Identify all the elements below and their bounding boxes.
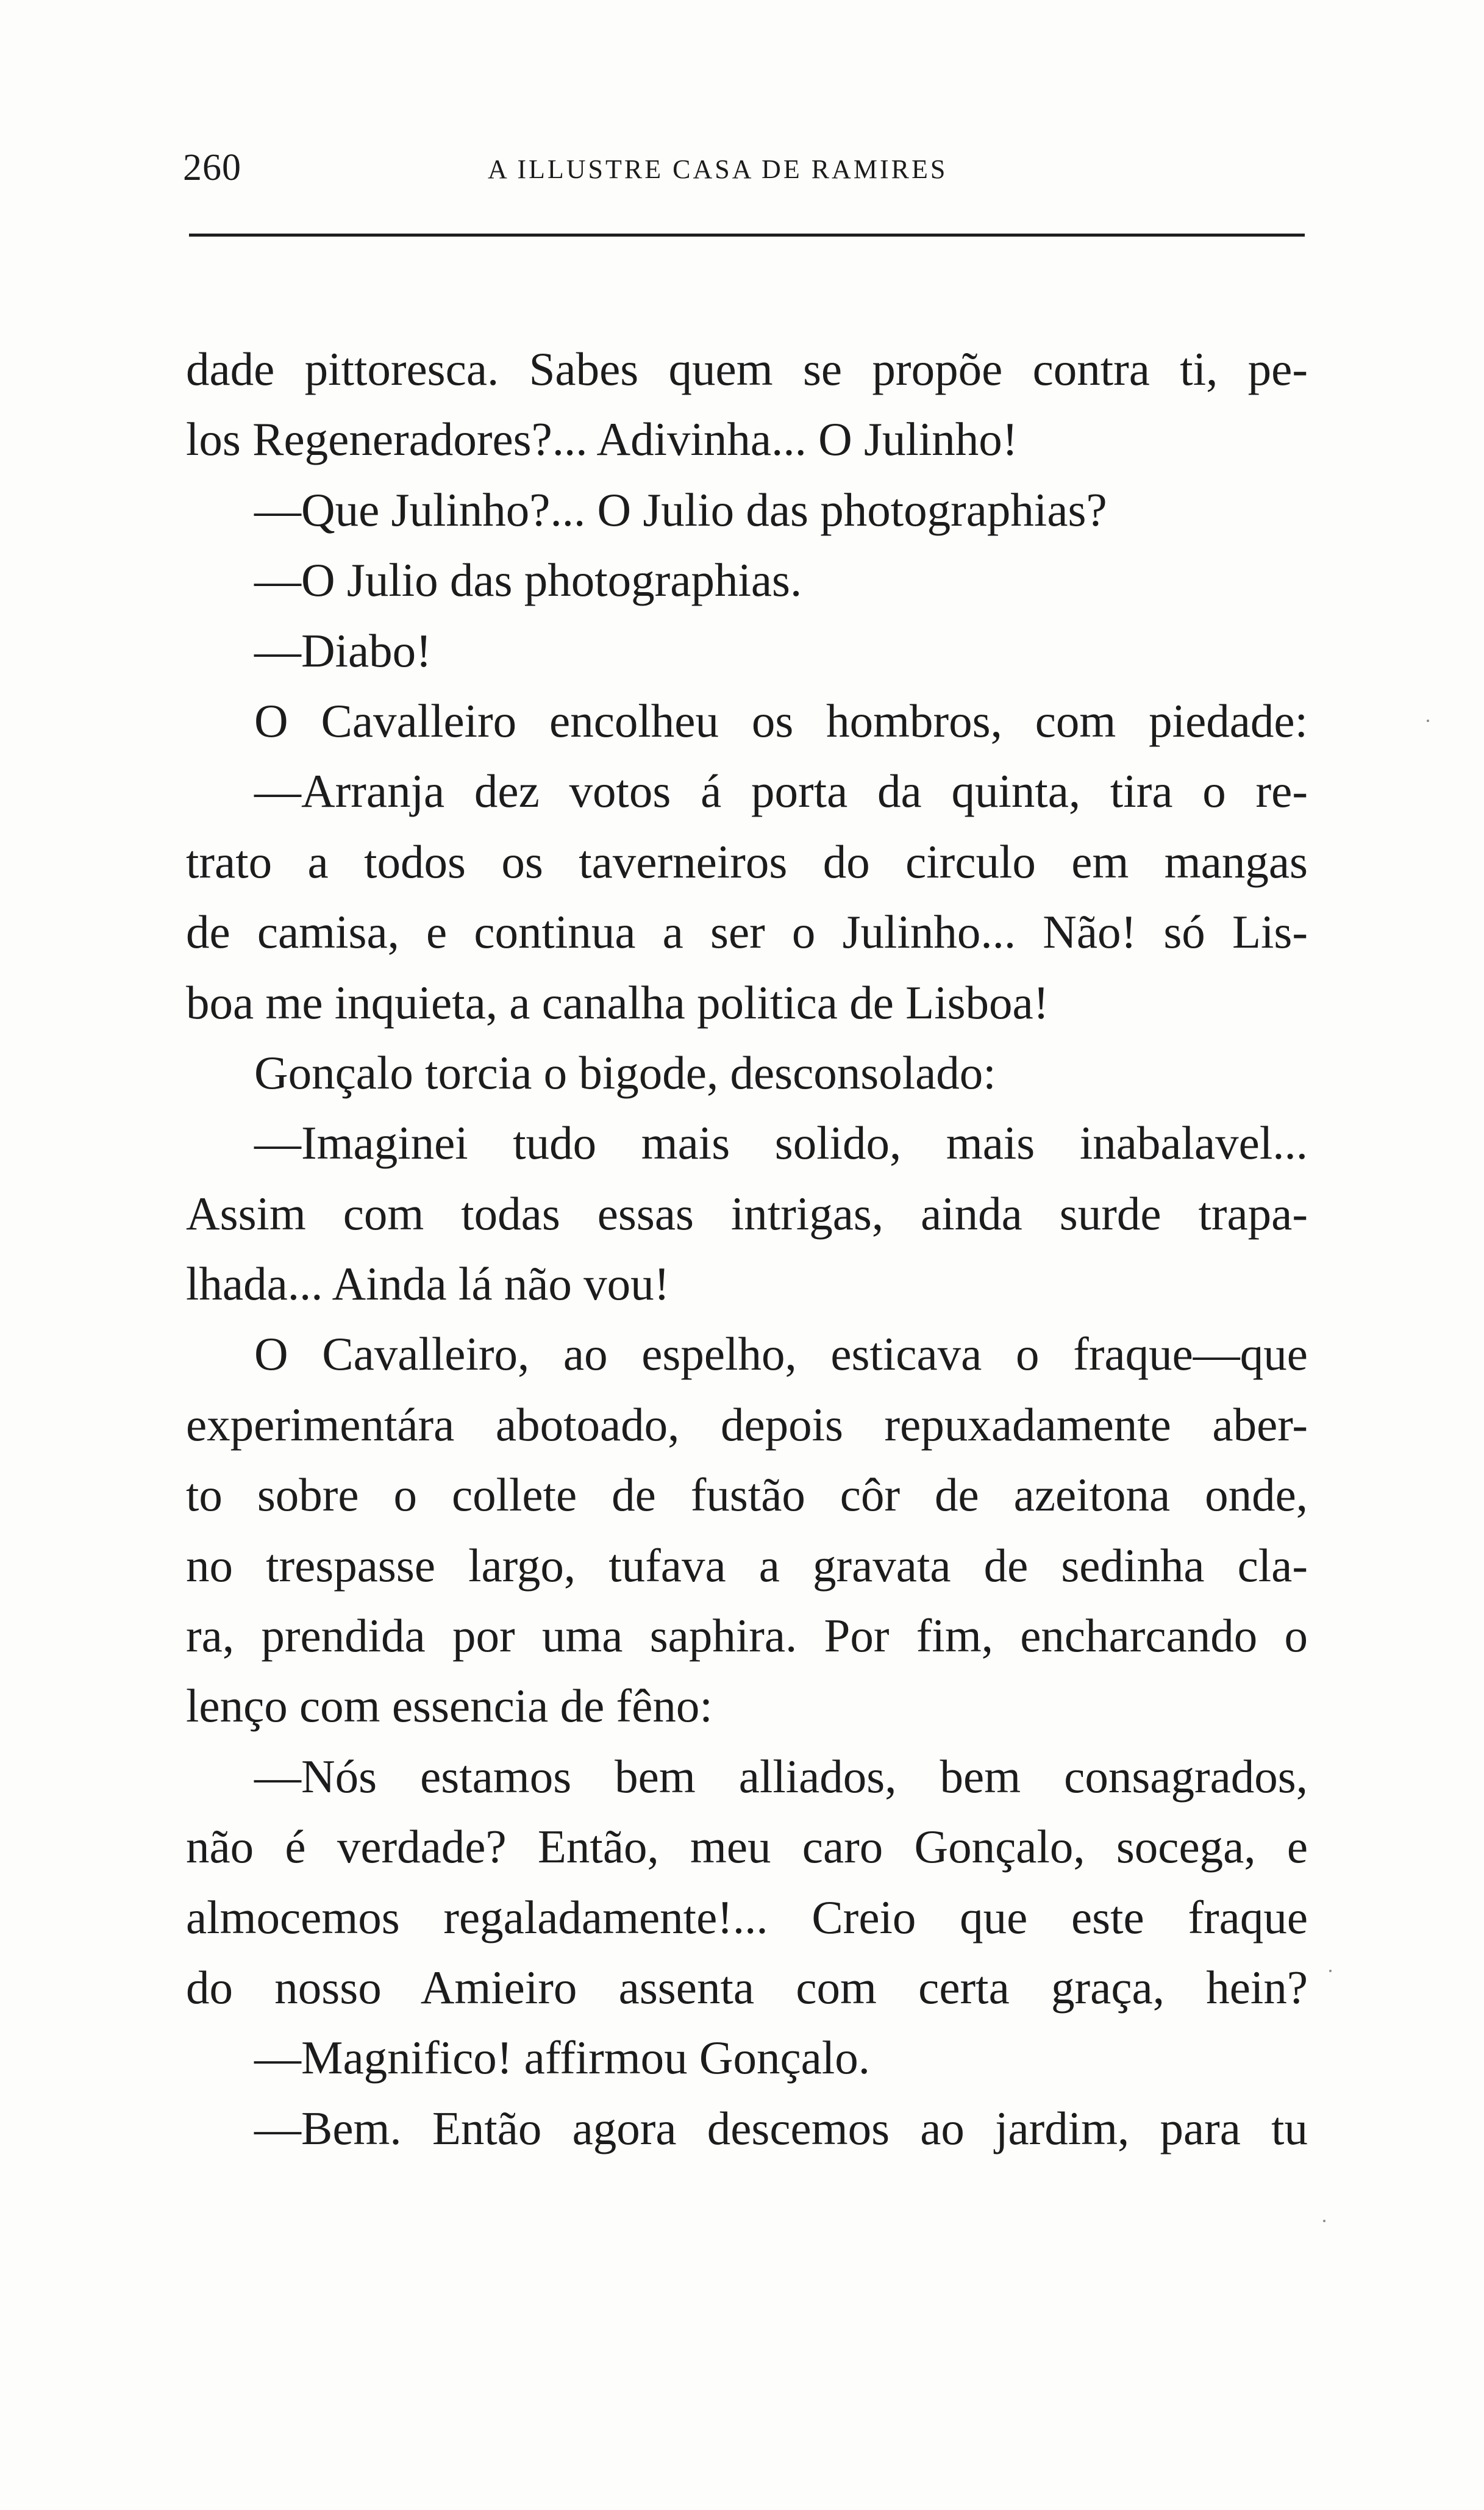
page-header: [183, 143, 1308, 198]
text-line: —Arranja dez votos á porta da quinta, tira o re-: [254, 765, 1308, 818]
header-rule: [189, 234, 1305, 237]
text-line: experimentára abotoado, depois repuxadamente aber-: [186, 1398, 1308, 1451]
body-text: [186, 334, 1308, 2164]
running-title: A ILLUSTRE CASA DE RAMIRES: [488, 154, 948, 184]
text-line: —Que Julinho?... O Julio das photographias?: [254, 483, 1107, 536]
text-line: —Magnifico! affirmou Gonçalo.: [254, 2031, 870, 2084]
text-line: não é verdade? Então, meu caro Gonçalo, socega, e: [186, 1820, 1308, 1873]
text-line: —Bem. Então agora descemos ao jardim, para tu: [254, 2101, 1308, 2154]
paper-speck: [1427, 720, 1429, 722]
text-line: lenço com essencia de fêno:: [186, 1679, 713, 1732]
text-line: ra, prendida por uma saphira. Por fim, encharcando o: [186, 1609, 1308, 1662]
text-line: —Imaginei tudo mais solido, mais inabalavel...: [254, 1117, 1308, 1170]
text-line: de camisa, e continua a ser o Julinho... Não! só Lis-: [186, 906, 1308, 959]
text-line: dade pittoresca. Sabes quem se propõe contra ti, pe-: [186, 343, 1308, 395]
text-line: los Regeneradores?... Adivinha... O Julinho!: [186, 413, 1018, 466]
text-line: almocemos regaladamente!... Creio que este fraque: [186, 1890, 1308, 1943]
text-line: Gonçalo torcia o bigode, desconsolado:: [254, 1046, 996, 1099]
text-line: do nosso Amieiro assenta com certa graça, hein?: [186, 1961, 1308, 2014]
text-line: —Nós estamos bem alliados, bem consagrados,: [254, 1750, 1308, 1803]
paper-speck: [1323, 2220, 1325, 2222]
text-line: O Cavalleiro encolheu os hombros, com piedade:: [254, 694, 1308, 747]
page-number: 260: [183, 147, 241, 188]
paper-speck: [1329, 1970, 1332, 1972]
text-line: to sobre o collete de fustão côr de azeitona onde,: [186, 1468, 1308, 1521]
text-line: Assim com todas essas intrigas, ainda surde trapa-: [186, 1187, 1308, 1240]
text-line: lhada... Ainda lá não vou!: [186, 1257, 670, 1310]
text-line: no trespasse largo, tufava a gravata de sedinha cla-: [186, 1539, 1308, 1592]
text-line: O Cavalleiro, ao espelho, esticava o fraque—que: [254, 1328, 1308, 1381]
text-line: —Diabo!: [254, 624, 432, 677]
text-line: trato a todos os taverneiros do circulo em mangas: [186, 835, 1308, 888]
text-line: boa me inquieta, a canalha politica de Lisboa!: [186, 976, 1049, 1029]
text-line: —O Julio das photographias.: [254, 554, 802, 607]
